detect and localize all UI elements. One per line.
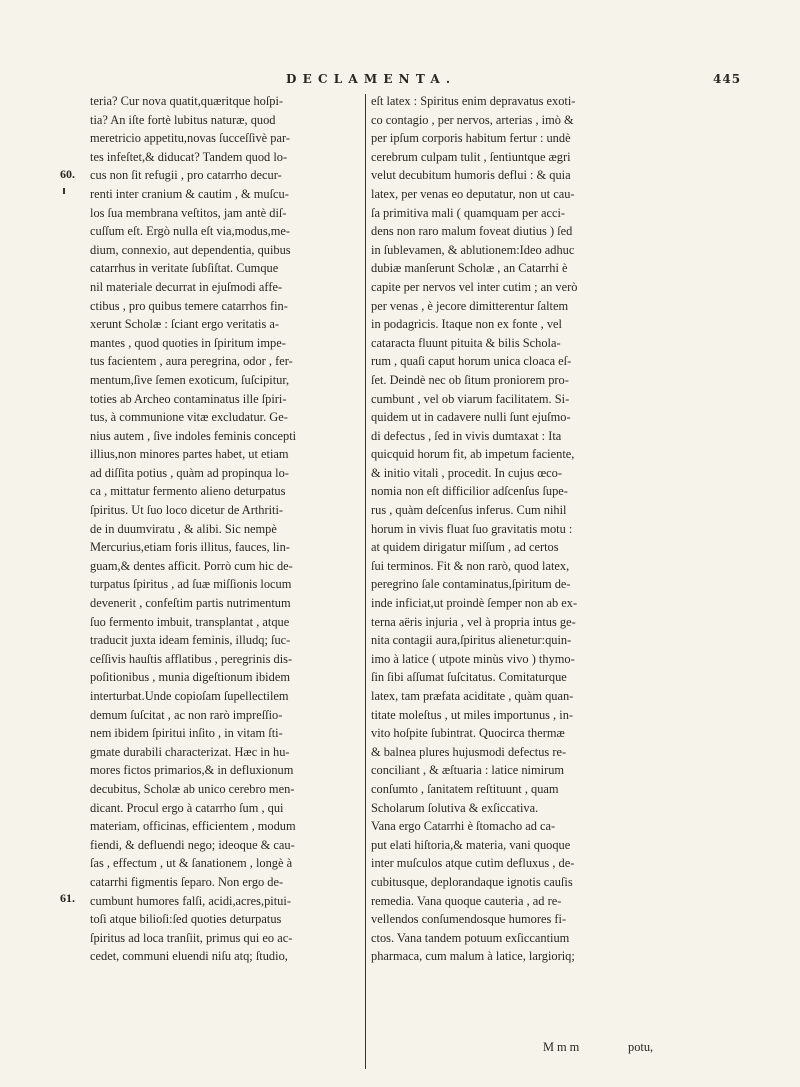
text-line: tes infeſtet,& diducat? Tandem quod lo- <box>90 149 288 164</box>
text-line: mentum,ſive ſemen exoticum, ſuſcipitur, <box>90 372 290 387</box>
text-line: latex, per venas eo deputatur, non ut cau- <box>371 186 575 201</box>
text-line: nem ibidem ſpiritui inſito , in vitam ſti- <box>90 726 283 741</box>
text-line: titate moleſtus , ut miles importunus , in- <box>371 707 574 722</box>
text-line: poſitionibus , munia digeſtionum ibidem <box>90 670 290 685</box>
text-line: nita contagii aura,ſpiritus alienetur:quin- <box>371 633 572 648</box>
text-line: dubiæ manſerunt Scholæ , an Catarrhi è <box>371 261 568 276</box>
text-line: los ſua membrana veſtitos, jam antè diſ- <box>90 205 287 220</box>
text-line: inter muſculos atque cutim defluxus , de- <box>371 856 575 871</box>
running-title: DECLAMENTA. <box>286 72 457 86</box>
text-line: ſin ſibi aſſumat ſuſcitatus. Comitaturque <box>371 670 567 685</box>
text-line: ſui terminos. Fit & non rarò, quod latex, <box>371 558 570 573</box>
text-line: cumbunt humores falſi, acidi,acres,pitui- <box>90 893 291 908</box>
text-line: remedia. Vana quoque cauteria , ad re- <box>371 893 562 908</box>
left-column <box>90 92 360 966</box>
text-line: catarrhus in veritate ſubſiſtat. Cumque <box>90 261 279 276</box>
right-column <box>371 92 661 966</box>
text-line: ſpiritus ad loca tranſiit, primus qui eo ac- <box>90 930 293 945</box>
text-line: tia? An iſte fortè lubitus naturæ, quod <box>90 112 276 127</box>
text-line: Vana ergo Catarrhi è ſtomacho ad ca- <box>371 819 556 834</box>
text-line: turpatus ſpiritus , ad ſuæ miſſionis locum <box>90 577 292 592</box>
signature-mark: Mmm <box>543 1040 583 1054</box>
text-line: meretricio appetitu,novas ſucceſſivè par- <box>90 131 290 146</box>
text-line: nomia non eſt difficilior adſcenſus ſupe- <box>371 484 568 499</box>
text-line: decubitus, Scholæ ab unico cerebro men- <box>90 781 295 796</box>
margin-note-60: 60. <box>60 167 75 181</box>
text-line: velut decubitum humoris deflui : & quia <box>371 168 571 183</box>
text-line: demum ſuſcitat , ac non rarò impreſſio- <box>90 707 283 722</box>
text-line: peregrino ſale contaminatus,ſpiritum de- <box>371 577 571 592</box>
text-line: conciliant , & æſtuaria : latice nimirum <box>371 763 565 778</box>
text-line: tus facientem , aura peregrina, odor , fer- <box>90 354 293 369</box>
text-line: dium, connexio, aut dependentia, quibus <box>90 242 291 257</box>
text-line: interturbat.Unde copioſam ſupellectilem <box>90 689 289 703</box>
text-line: latex, tam præfata aciditate , quàm quan- <box>371 689 574 703</box>
text-line: cataracta fluunt pituita & bilis Schola- <box>371 335 561 350</box>
text-line: & initio vitali , procedit. In cujus œco- <box>371 465 562 480</box>
text-line: per venas , è jecore dimitterentur ſaltem <box>371 298 569 313</box>
text-line: dens non raro malum foveat diutius ) ſed <box>371 224 573 239</box>
text-line: renti inter cranium & cautim , & muſcu- <box>90 186 289 201</box>
text-line: rum , quaſi caput horum unica cloaca eſ- <box>371 354 572 369</box>
column-divider <box>365 94 366 1069</box>
text-line: cerebrum culpam tulit , ſentiuntque ægri <box>371 149 571 164</box>
text-line: ctibus , pro quibus temere catarrhos fin- <box>90 298 288 313</box>
text-line: nius autem , ſive indoles feminis concepti <box>90 428 297 443</box>
text-line: mores fictos primarios,& in defluxionum <box>90 763 294 778</box>
text-line: tus, à communione vitæ excludatur. Ge- <box>90 410 288 425</box>
text-line: pharmaca, cum malum à latice, largioriq; <box>371 949 575 964</box>
text-line: capite per nervos vel inter cutim ; an verò <box>371 279 578 294</box>
text-line: terna aëris injuria , vel à propria intus ge- <box>371 614 576 629</box>
catchword: potu, <box>628 1040 654 1054</box>
text-line: cuſſum eſt. Ergò nulla eſt via,modus,me- <box>90 224 291 239</box>
text-line: toſi atque bilioſi:ſed quoties deturpatus <box>90 912 282 927</box>
text-line: ca , mittatur fermento alieno deturpatus <box>90 484 286 499</box>
text-line: & balnea plures hujusmodi defectus re- <box>371 744 567 759</box>
text-line: at quidem dirigatur miſſum , ad certos <box>371 540 559 555</box>
text-line: devenerit , confeſtim partis nutrimentum <box>90 596 291 611</box>
margin-tick <box>63 188 65 194</box>
text-line: de in duumviratu , & alibi. Sic nempè <box>90 521 277 536</box>
text-line: inde inficiat,ut proindè ſemper non ab ex- <box>371 596 578 611</box>
text-line: vito hoſpite ſubintrat. Quocirca thermæ <box>371 726 565 741</box>
text-line: nil materiale decurrat in ejuſmodi affe- <box>90 279 283 294</box>
text-line: gmate durabili characterizat. Hæc in hu- <box>90 744 290 759</box>
text-line: ſuo fermento imbuit, transplantat , atque <box>90 614 290 629</box>
text-line: per ipſum corporis habitum fertur : undè <box>371 131 571 146</box>
text-line: materiam, officinas, efficientem , modum <box>90 819 296 834</box>
text-line: teria? Cur nova quatit,quæritque hoſpi- <box>90 94 284 108</box>
text-line: cus non ſit refugii , pro catarrho decur- <box>90 168 282 183</box>
text-line: di defectus , ſed in vivis dumtaxat : Ita <box>371 428 562 443</box>
text-line: rus , quàm deſcenſus inferus. Cum nihil <box>371 503 567 518</box>
text-line: Mercurius,etiam foris illitus, fauces, lin- <box>90 540 290 555</box>
running-header <box>0 72 800 94</box>
text-line: put elati hiſtoria,& materia, vani quoque <box>371 837 571 852</box>
text-line: ctos. Vana tandem potuum exſiccantium <box>371 930 570 945</box>
text-line: ceſſivis hauſtis afflatibus , peregrinis dis- <box>90 651 293 666</box>
text-line: cedet, communi eluendi niſu atq; ſtudio, <box>90 949 288 964</box>
text-line: toties ab Archeo contaminatus ille ſpiri- <box>90 391 287 406</box>
text-line: cumbunt , vel ob viarum facilitatem. Si- <box>371 391 570 406</box>
text-line: ſet. Deindè nec ob ſitum proniorem pro- <box>371 372 569 387</box>
text-line: illius,non minores partes habet, ut etiam <box>90 447 289 462</box>
text-line: xerunt Scholæ : ſciant ergo veritatis a- <box>90 317 280 332</box>
text-line: horum in vivis fluat ſuo gravitatis motu : <box>371 521 573 536</box>
text-line: quidem ut in cadavere nulli ſunt ejuſmo- <box>371 410 571 425</box>
text-line: mantes , quod quoties in ſpiritum impe- <box>90 335 286 350</box>
text-line: quicquid horum fit, ab impetum faciente, <box>371 447 575 462</box>
text-line: traducit juxta ideam feminis, illudq; ſuc- <box>90 633 291 648</box>
text-line: dicant. Procul ergo à catarrho ſum , qui <box>90 800 284 815</box>
text-line: guam,& dentes afficit. Porrò cum hic de- <box>90 558 293 573</box>
text-line: Scholarum ſolutiva & exſiccativa. <box>371 800 539 815</box>
text-line: imo à latice ( utpote minùs vivo ) thymo- <box>371 651 575 666</box>
text-line: catarrhi figmentis ſeparo. Non ergo de- <box>90 874 284 889</box>
text-line: ſa primitiva mali ( quamquam per acci- <box>371 205 566 220</box>
text-line: in ſublevamen, & ablutionem:Ideo adhuc <box>371 242 575 257</box>
text-line: ſpiritus. Ut ſuo loco dicetur de Arthriti- <box>90 503 284 518</box>
text-line: co contagio , per nervos, arterias , imò & <box>371 112 574 127</box>
page-number: 445 <box>713 72 742 86</box>
text-line: in podagricis. Itaque non ex fonte , vel <box>371 317 562 332</box>
text-line: cubitusque, deplorandaque ignotis cauſis <box>371 874 573 889</box>
text-line: eſt latex : Spiritus enim depravatus exoti- <box>371 94 576 108</box>
text-line: vellendos conſumendosque humores fi- <box>371 912 567 927</box>
text-line: conſumto , ſanitatem reſtituunt , quam <box>371 781 559 796</box>
text-line: ſas , effectum , ut & ſanationem , longè à <box>90 856 293 871</box>
margin-note-61: 61. <box>60 891 75 905</box>
text-line: ad diſſita potius , quàm ad propinqua lo- <box>90 465 289 480</box>
text-line: fiendi, & defluendi nego; ideoque & cau- <box>90 837 295 852</box>
